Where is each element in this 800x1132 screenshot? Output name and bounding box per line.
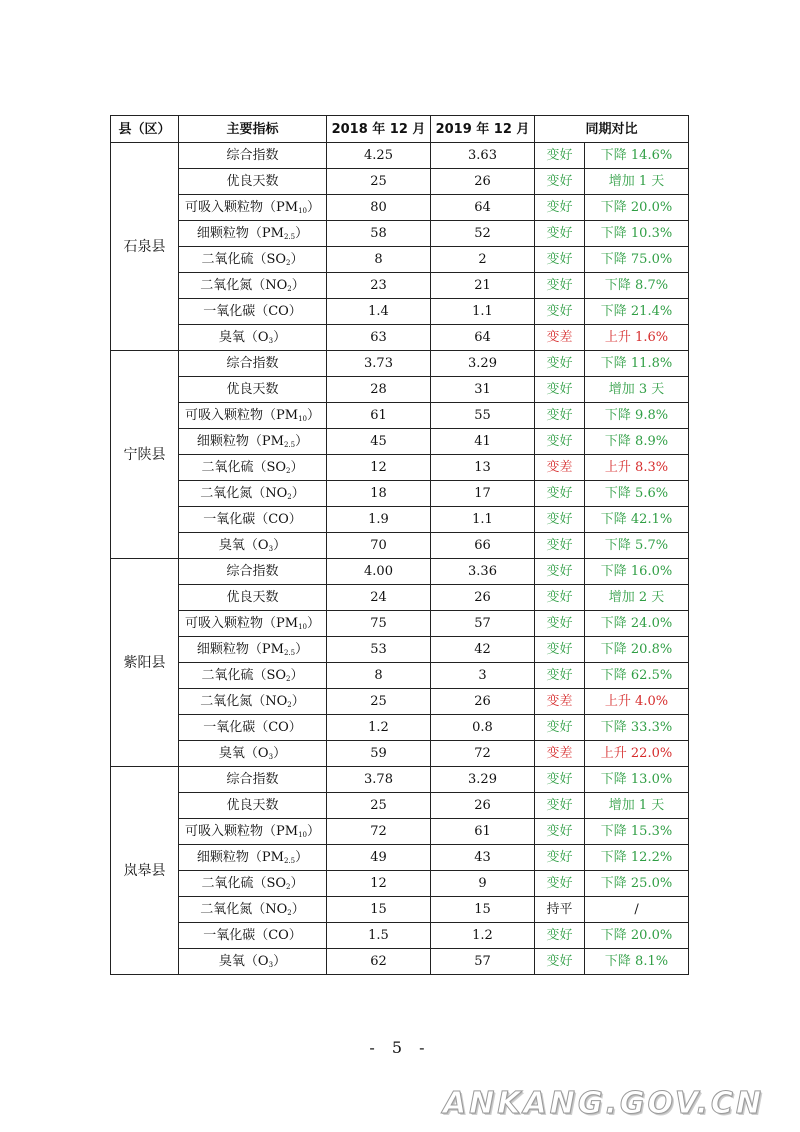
trend-cell: 变好	[535, 247, 585, 273]
indicator-cell: 优良天数	[179, 377, 327, 403]
indicator-cell: 细颗粒物$(PM_{2.5})$	[179, 429, 327, 455]
indicator-cell: 细颗粒物$(PM_{2.5})$	[179, 845, 327, 871]
value-2018-cell: 1.5	[327, 923, 431, 949]
value-2019-cell: 3.29	[431, 351, 535, 377]
change-cell: 下降 20.8%	[585, 637, 689, 663]
value-2018-cell: 25	[327, 689, 431, 715]
value-2018-cell: 4.25	[327, 143, 431, 169]
value-2018-cell: 12	[327, 455, 431, 481]
table-header-row	[111, 116, 689, 143]
value-2019-cell: 3.63	[431, 143, 535, 169]
table-row	[111, 819, 689, 845]
value-2019-cell: 3.36	[431, 559, 535, 585]
change-cell: 下降 10.3%	[585, 221, 689, 247]
table-row	[111, 767, 689, 793]
value-2018-cell: 24	[327, 585, 431, 611]
indicator-cell: 二氧化硫$(SO_2)$	[179, 663, 327, 689]
value-2019-cell: 13	[431, 455, 535, 481]
value-2019-cell: 1.1	[431, 299, 535, 325]
table-row	[111, 923, 689, 949]
site-watermark: ANKANG.GOV.CN	[442, 1086, 764, 1121]
indicator-cell: 臭氧$(O_3)$	[179, 325, 327, 351]
indicator-cell: 二氧化氮$(NO_2)$	[179, 273, 327, 299]
indicator-cell: 可吸入颗粒物$(PM_{10})$	[179, 403, 327, 429]
table-row	[111, 611, 689, 637]
value-2019-cell: 17	[431, 481, 535, 507]
value-2018-cell: 8	[327, 663, 431, 689]
indicator-cell: 一氧化碳（CO）	[179, 507, 327, 533]
change-cell: 下降 5.6%	[585, 481, 689, 507]
air-quality-table	[110, 115, 689, 975]
header-county: 县（区）	[111, 116, 179, 143]
trend-cell: 变好	[535, 507, 585, 533]
table-row	[111, 871, 689, 897]
change-cell: 下降 20.0%	[585, 195, 689, 221]
value-2019-cell: 15	[431, 897, 535, 923]
change-cell: 下降 16.0%	[585, 559, 689, 585]
value-2019-cell: 26	[431, 689, 535, 715]
trend-cell: 变好	[535, 559, 585, 585]
trend-cell: 变好	[535, 299, 585, 325]
change-cell: 下降 20.0%	[585, 923, 689, 949]
value-2018-cell: 15	[327, 897, 431, 923]
table-row	[111, 377, 689, 403]
trend-cell: 变好	[535, 663, 585, 689]
table-row	[111, 169, 689, 195]
value-2019-cell: 26	[431, 793, 535, 819]
value-2018-cell: 4.00	[327, 559, 431, 585]
change-cell: 下降 62.5%	[585, 663, 689, 689]
change-cell: 下降 75.0%	[585, 247, 689, 273]
value-2019-cell: 42	[431, 637, 535, 663]
table-row	[111, 455, 689, 481]
value-2018-cell: 3.78	[327, 767, 431, 793]
value-2019-cell: 55	[431, 403, 535, 429]
trend-cell: 变好	[535, 949, 585, 975]
value-2018-cell: 25	[327, 793, 431, 819]
indicator-cell: 臭氧$(O_3)$	[179, 533, 327, 559]
table-row	[111, 507, 689, 533]
trend-cell: 变好	[535, 273, 585, 299]
indicator-cell: 臭氧$(O_3)$	[179, 949, 327, 975]
value-2019-cell: 52	[431, 221, 535, 247]
indicator-cell: 二氧化硫$(SO_2)$	[179, 455, 327, 481]
value-2018-cell: 58	[327, 221, 431, 247]
change-cell: 下降 14.6%	[585, 143, 689, 169]
trend-cell: 变好	[535, 429, 585, 455]
trend-cell: 变好	[535, 585, 585, 611]
table-row	[111, 195, 689, 221]
table-row	[111, 585, 689, 611]
trend-cell: 变好	[535, 767, 585, 793]
change-cell: 下降 8.9%	[585, 429, 689, 455]
indicator-cell: 一氧化碳（CO）	[179, 923, 327, 949]
page-number: - 5 -	[369, 1038, 431, 1057]
table-row	[111, 897, 689, 923]
indicator-cell: 二氧化硫$(SO_2)$	[179, 247, 327, 273]
value-2018-cell: 8	[327, 247, 431, 273]
change-cell: /	[585, 897, 689, 923]
table-row	[111, 247, 689, 273]
change-cell: 下降 15.3%	[585, 819, 689, 845]
value-2018-cell: 28	[327, 377, 431, 403]
trend-cell: 变好	[535, 611, 585, 637]
indicator-cell: 可吸入颗粒物$(PM_{10})$	[179, 611, 327, 637]
change-cell: 增加 3 天	[585, 377, 689, 403]
value-2019-cell: 64	[431, 195, 535, 221]
table-row	[111, 559, 689, 585]
value-2019-cell: 3.29	[431, 767, 535, 793]
change-cell: 下降 25.0%	[585, 871, 689, 897]
indicator-cell: 一氧化碳（CO）	[179, 299, 327, 325]
trend-cell: 变好	[535, 845, 585, 871]
indicator-cell: 二氧化硫$(SO_2)$	[179, 871, 327, 897]
value-2019-cell: 1.1	[431, 507, 535, 533]
indicator-cell: 综合指数	[179, 559, 327, 585]
table-row	[111, 741, 689, 767]
value-2019-cell: 41	[431, 429, 535, 455]
value-2018-cell: 63	[327, 325, 431, 351]
indicator-cell: 二氧化氮$(NO_2)$	[179, 689, 327, 715]
table-row	[111, 299, 689, 325]
indicator-cell: 细颗粒物$(PM_{2.5})$	[179, 221, 327, 247]
indicator-cell: 可吸入颗粒物$(PM_{10})$	[179, 195, 327, 221]
change-cell: 下降 13.0%	[585, 767, 689, 793]
change-cell: 下降 21.4%	[585, 299, 689, 325]
value-2018-cell: 70	[327, 533, 431, 559]
value-2019-cell: 61	[431, 819, 535, 845]
table-row	[111, 273, 689, 299]
change-cell: 下降 8.1%	[585, 949, 689, 975]
value-2018-cell: 49	[327, 845, 431, 871]
table-row	[111, 845, 689, 871]
table-row	[111, 715, 689, 741]
change-cell: 上升 4.0%	[585, 689, 689, 715]
trend-cell: 变差	[535, 455, 585, 481]
trend-cell: 变差	[535, 741, 585, 767]
value-2019-cell: 31	[431, 377, 535, 403]
table-row	[111, 143, 689, 169]
value-2018-cell: 1.4	[327, 299, 431, 325]
county-name: 宁陕县	[111, 351, 179, 559]
table-row	[111, 351, 689, 377]
trend-cell: 变好	[535, 481, 585, 507]
header-2018: 2018 年 12 月	[327, 116, 431, 143]
value-2019-cell: 2	[431, 247, 535, 273]
value-2018-cell: 61	[327, 403, 431, 429]
indicator-cell: 综合指数	[179, 767, 327, 793]
trend-cell: 变好	[535, 195, 585, 221]
value-2018-cell: 62	[327, 949, 431, 975]
indicator-cell: 二氧化氮$(NO_2)$	[179, 481, 327, 507]
value-2019-cell: 26	[431, 169, 535, 195]
indicator-cell: 优良天数	[179, 793, 327, 819]
change-cell: 下降 11.8%	[585, 351, 689, 377]
value-2018-cell: 59	[327, 741, 431, 767]
value-2019-cell: 3	[431, 663, 535, 689]
trend-cell: 变好	[535, 923, 585, 949]
change-cell: 增加 2 天	[585, 585, 689, 611]
table-row	[111, 637, 689, 663]
trend-cell: 变好	[535, 715, 585, 741]
table-row	[111, 221, 689, 247]
trend-cell: 变好	[535, 637, 585, 663]
header-comparison: 同期对比	[535, 116, 689, 143]
trend-cell: 变好	[535, 793, 585, 819]
value-2018-cell: 53	[327, 637, 431, 663]
value-2018-cell: 3.73	[327, 351, 431, 377]
value-2019-cell: 21	[431, 273, 535, 299]
indicator-cell: 优良天数	[179, 169, 327, 195]
indicator-cell: 可吸入颗粒物$(PM_{10})$	[179, 819, 327, 845]
value-2018-cell: 45	[327, 429, 431, 455]
table-row	[111, 689, 689, 715]
value-2019-cell: 43	[431, 845, 535, 871]
table-row	[111, 403, 689, 429]
trend-cell: 变差	[535, 689, 585, 715]
value-2018-cell: 25	[327, 169, 431, 195]
value-2019-cell: 0.8	[431, 715, 535, 741]
county-name: 岚皋县	[111, 767, 179, 975]
value-2018-cell: 23	[327, 273, 431, 299]
indicator-cell: 臭氧$(O_3)$	[179, 741, 327, 767]
table-row	[111, 481, 689, 507]
change-cell: 下降 42.1%	[585, 507, 689, 533]
trend-cell: 变好	[535, 351, 585, 377]
trend-cell: 变好	[535, 819, 585, 845]
trend-cell: 变好	[535, 533, 585, 559]
trend-cell: 持平	[535, 897, 585, 923]
trend-cell: 变好	[535, 221, 585, 247]
change-cell: 下降 24.0%	[585, 611, 689, 637]
trend-cell: 变好	[535, 871, 585, 897]
value-2018-cell: 1.2	[327, 715, 431, 741]
value-2019-cell: 26	[431, 585, 535, 611]
value-2019-cell: 57	[431, 611, 535, 637]
indicator-cell: 综合指数	[179, 351, 327, 377]
change-cell: 下降 33.3%	[585, 715, 689, 741]
table-row	[111, 533, 689, 559]
value-2019-cell: 66	[431, 533, 535, 559]
header-indicator: 主要指标	[179, 116, 327, 143]
indicator-cell: 细颗粒物$(PM_{2.5})$	[179, 637, 327, 663]
value-2018-cell: 12	[327, 871, 431, 897]
indicator-cell: 二氧化氮$(NO_2)$	[179, 897, 327, 923]
trend-cell: 变好	[535, 169, 585, 195]
trend-cell: 变好	[535, 403, 585, 429]
change-cell: 增加 1 天	[585, 169, 689, 195]
value-2019-cell: 1.2	[431, 923, 535, 949]
table-row	[111, 325, 689, 351]
change-cell: 下降 8.7%	[585, 273, 689, 299]
indicator-cell: 一氧化碳（CO）	[179, 715, 327, 741]
trend-cell: 变好	[535, 377, 585, 403]
change-cell: 上升 8.3%	[585, 455, 689, 481]
value-2019-cell: 9	[431, 871, 535, 897]
change-cell: 下降 12.2%	[585, 845, 689, 871]
indicator-cell: 综合指数	[179, 143, 327, 169]
table-row	[111, 429, 689, 455]
header-2019: 2019 年 12 月	[431, 116, 535, 143]
value-2019-cell: 57	[431, 949, 535, 975]
value-2018-cell: 1.9	[327, 507, 431, 533]
county-name: 紫阳县	[111, 559, 179, 767]
value-2018-cell: 80	[327, 195, 431, 221]
change-cell: 增加 1 天	[585, 793, 689, 819]
change-cell: 下降 5.7%	[585, 533, 689, 559]
table-row	[111, 949, 689, 975]
value-2019-cell: 72	[431, 741, 535, 767]
trend-cell: 变差	[535, 325, 585, 351]
county-name: 石泉县	[111, 143, 179, 351]
trend-cell: 变好	[535, 143, 585, 169]
table-row	[111, 663, 689, 689]
indicator-cell: 优良天数	[179, 585, 327, 611]
change-cell: 上升 1.6%	[585, 325, 689, 351]
change-cell: 下降 9.8%	[585, 403, 689, 429]
value-2018-cell: 18	[327, 481, 431, 507]
table-row	[111, 793, 689, 819]
change-cell: 上升 22.0%	[585, 741, 689, 767]
value-2018-cell: 72	[327, 819, 431, 845]
value-2018-cell: 75	[327, 611, 431, 637]
value-2019-cell: 64	[431, 325, 535, 351]
